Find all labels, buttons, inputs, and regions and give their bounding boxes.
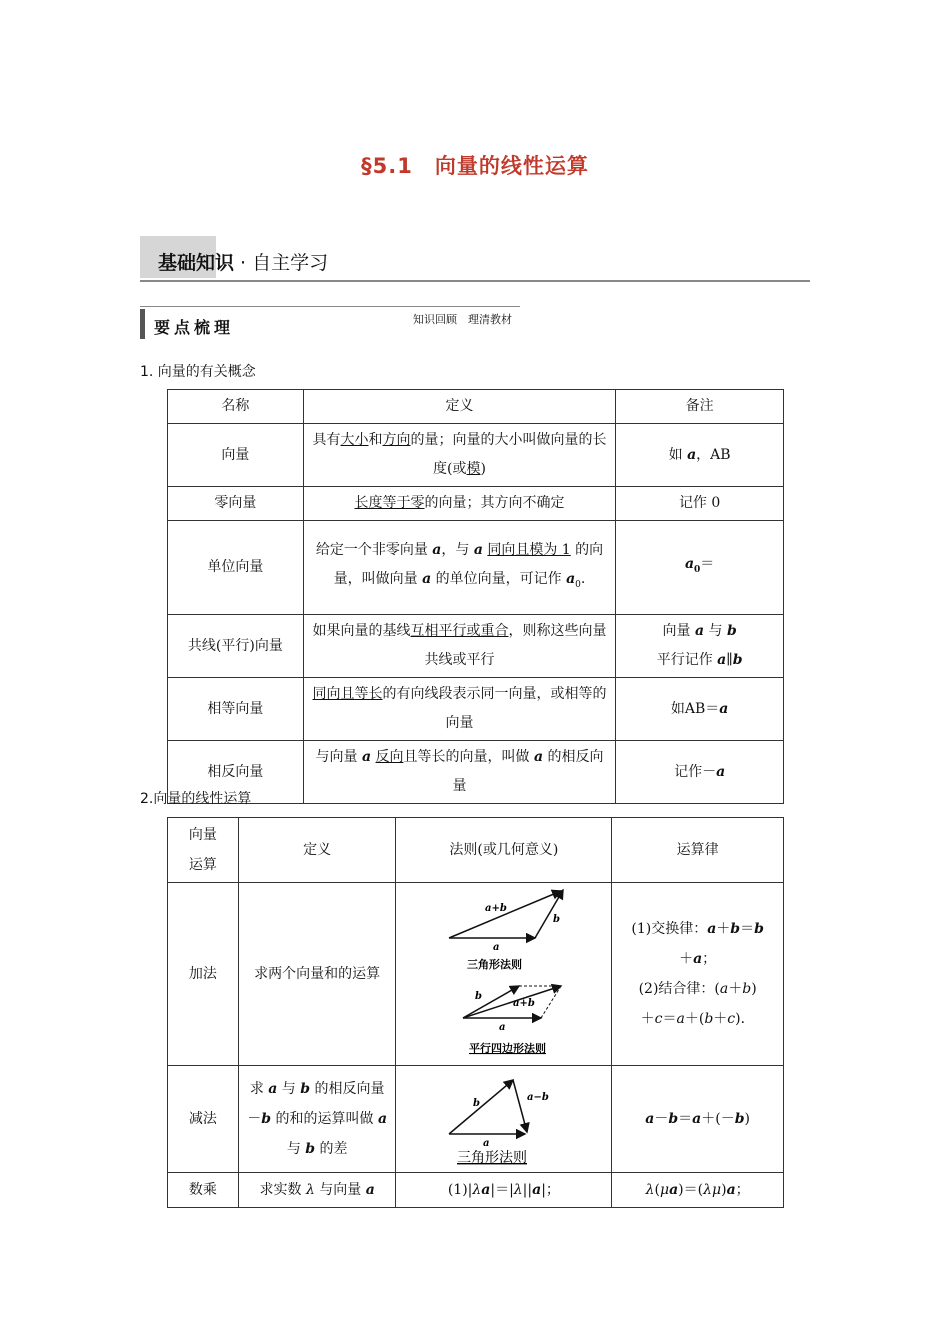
heading-concepts: 1. 向量的有关概念: [140, 364, 256, 380]
label-b: b: [552, 914, 560, 925]
table-header-row: [168, 390, 784, 424]
row-definition: 与向量 a 反向且等长的向量，叫做 a 的相反向量: [303, 741, 615, 804]
table-row: [168, 487, 784, 521]
col-header-law: 运算律: [612, 818, 784, 883]
col-header-name: 名称: [168, 390, 304, 424]
table-row-scalar: [168, 1173, 784, 1208]
label-b: b: [474, 991, 482, 1002]
label-sum: a+b: [484, 903, 507, 914]
row-definition: 长度等于零的向量；其方向不确定: [303, 487, 615, 521]
row-remark: 如AB＝a: [616, 678, 784, 741]
row-definition: 同向且等长的有向线段表示同一向量，或相等的向量: [303, 678, 615, 741]
row-name: 单位向量: [168, 521, 304, 615]
table-row-subtraction: [168, 1066, 784, 1173]
col-header-rule: 法则(或几何意义): [396, 818, 612, 883]
row-name: 向量: [168, 424, 304, 487]
op-rule: [396, 883, 612, 1066]
table-row: [168, 521, 784, 615]
rule-triangle: 三角形法则: [456, 1150, 527, 1166]
col-header-def: 定义: [303, 390, 615, 424]
row-name: 相反向量: [168, 741, 304, 804]
col-header-remark: 备注: [616, 390, 784, 424]
table-row: [168, 741, 784, 804]
concepts-table: [167, 389, 784, 804]
section-header-bold: 基础知识: [158, 252, 235, 274]
subsection-label: 要点梳理: [154, 318, 235, 337]
label-a: a: [498, 1022, 506, 1033]
section-header: [140, 236, 810, 282]
section-header-text: [158, 248, 328, 275]
op-name: 加法: [168, 883, 239, 1066]
rule-triangle: 三角形法则: [466, 958, 522, 971]
row-name: 零向量: [168, 487, 304, 521]
op-definition: 求实数 λ 与向量 a: [238, 1173, 396, 1208]
label-a: a: [482, 1138, 490, 1149]
label-b: b: [472, 1098, 480, 1109]
row-remark: 如 a，AB: [616, 424, 784, 487]
table-row: [168, 615, 784, 678]
operations-table: [167, 817, 784, 1208]
label-sum: a+b: [512, 998, 535, 1009]
label-diff: a−b: [526, 1092, 549, 1103]
subsection-header: [140, 306, 520, 341]
table-row-addition: [168, 883, 784, 1066]
row-remark: $a_0=$: [616, 521, 784, 615]
table-header-row: [168, 818, 784, 883]
row-remark: 向量 a 与 b 平行记作 a∥b: [616, 615, 784, 678]
addition-figure: [429, 886, 579, 1062]
op-law: (1)交换律：a＋b＝b ＋a； (2)结合律：(a＋b) ＋c＝a＋(b＋c)．: [612, 883, 784, 1066]
op-law: λ(μa)＝(λμ)a；: [612, 1173, 784, 1208]
op-definition: 求两个向量和的运算: [238, 883, 396, 1066]
op-name: 数乘: [168, 1173, 239, 1208]
page-title: §5.1 向量的线性运算: [361, 154, 589, 178]
subsection-marker: [140, 309, 145, 339]
row-remark: 记作 0: [616, 487, 784, 521]
row-remark: 记作－a: [616, 741, 784, 804]
table-row: [168, 678, 784, 741]
op-law: a－b＝a＋(－b): [612, 1066, 784, 1173]
heading-operations: 2.向量的线性运算: [140, 791, 252, 807]
row-name: 相等向量: [168, 678, 304, 741]
section-header-rest: · 自主学习: [234, 252, 329, 274]
row-definition: 给定一个非零向量 a，与 a 同向且模为 1 的向量，叫做向量 a 的单位向量，可记作 $a_0$.: [303, 521, 615, 615]
subtraction-figure: [439, 1070, 569, 1168]
op-rule: [396, 1066, 612, 1173]
op-name: 减法: [168, 1066, 239, 1173]
row-definition: 具有大小和方向的量；向量的大小叫做向量的长度(或模): [303, 424, 615, 487]
table-row: [168, 424, 784, 487]
col-header-op: 向量 运算: [168, 818, 239, 883]
col-header-def: 定义: [238, 818, 396, 883]
row-name: 共线(平行)向量: [168, 615, 304, 678]
label-a: a: [492, 942, 500, 953]
rule-parallelogram: 平行四边形法则: [468, 1042, 546, 1055]
op-rule: (1)|λa|＝|λ||a|；: [396, 1173, 612, 1208]
row-definition: 如果向量的基线互相平行或重合，则称这些向量共线或平行: [303, 615, 615, 678]
op-definition: 求 a 与 b 的相反向量－b 的和的运算叫做 a 与 b 的差: [238, 1066, 396, 1173]
subsection-note: 知识回顾 理清教材: [413, 313, 512, 326]
